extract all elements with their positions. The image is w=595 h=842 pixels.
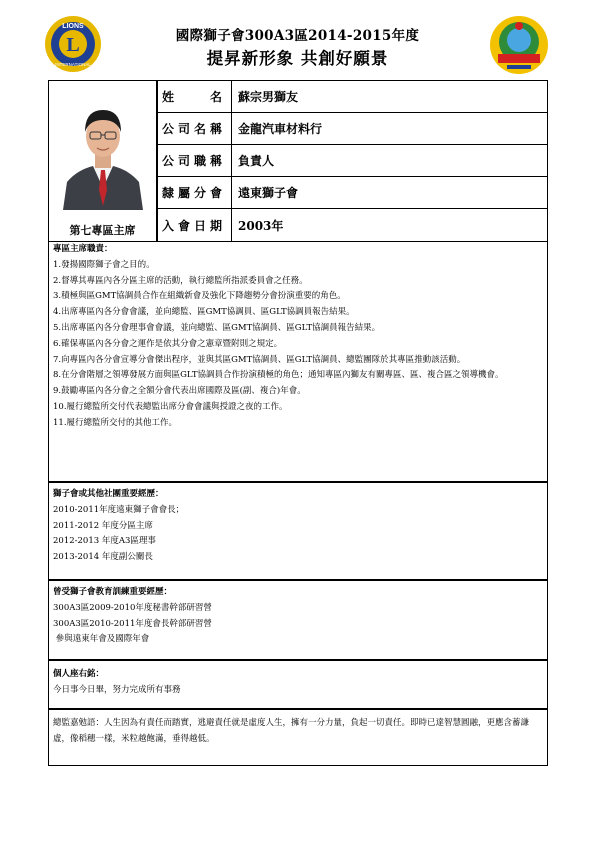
info-value-title: 負責人 [238, 154, 275, 168]
duty-item: 4.出席專區內各分會會議，並向總監、區GMT協調員、區GLT協調員報告結果。 [53, 307, 355, 318]
experience-item: 2012-2013 年度A3區理事 [53, 536, 156, 547]
duty-item: 11.履行總監所交付的其他工作。 [53, 417, 178, 428]
header-title-line1: 國際獅子會300A3區2014-2015年度 [175, 28, 420, 44]
duty-item: 3.積極與區GMT協調員合作在組織新會及強化下降趨勢分會扮演重要的角色。 [53, 291, 346, 302]
experience-section [48, 482, 548, 580]
duty-item: 1.發揚國際獅子會之目的。 [53, 259, 155, 270]
info-row-join-date [158, 209, 547, 241]
info-value-club: 遠東獅子會 [238, 186, 299, 200]
duty-item: 5.出席專區內各分會理事會會議，並向總監、區GMT協調員、區GLT協調員報告結果。 [53, 322, 381, 333]
info-row-name [158, 81, 547, 113]
governor-words-section [48, 709, 548, 766]
experience-heading: 獅子會或其他社團重要經歷： [53, 489, 164, 499]
info-value-join-date: 2003年 [238, 218, 284, 233]
duty-item: 9.鼓勵專區內各分會之全額分會代表出席國際及區(副、複合)年會。 [53, 386, 306, 397]
position-caption: 第七專區主席 [69, 224, 136, 237]
training-item: 300A3區2009-2010年度秘書幹部研習營 [53, 602, 212, 613]
info-label-name: 姓 名 [158, 81, 232, 112]
info-row-title [158, 145, 547, 177]
duty-item: 7.向專區內各分會宣導分會傑出程序，並與其區GMT協調員、區GLT協調員、總監團隊於其專區推動該活動。 [53, 354, 466, 365]
info-label-club: 隸屬分會 [158, 177, 232, 208]
info-value-name: 蘇宗男獅友 [238, 90, 299, 104]
info-row-club [158, 177, 547, 209]
info-label-join-date: 入會日期 [158, 209, 232, 241]
motto-text: 今日事今日畢，努力完成所有事務 [53, 684, 181, 695]
info-value-company: 金龍汽車材料行 [238, 122, 323, 136]
motto-section [48, 660, 548, 709]
district-300a3-emblem [489, 14, 549, 76]
training-section [48, 580, 548, 660]
training-heading: 曾受獅子會教育訓練重要經歷： [53, 587, 173, 597]
header-title-line2: 提昇新形象 共創好願景 [206, 49, 389, 68]
experience-item: 2010-2011年度遠東獅子會會長； [53, 504, 185, 515]
motto-heading: 個人座右銘： [53, 669, 105, 679]
portrait-photo [57, 90, 149, 210]
info-label-company: 公司名稱 [158, 113, 232, 144]
svg-text:INTERNATIONAL: INTERNATIONAL [55, 62, 91, 67]
info-label-title: 公司職稱 [158, 145, 232, 176]
experience-item: 2011-2012 年度分區主席 [53, 520, 153, 531]
profile-info-table [157, 80, 548, 242]
duties-section [48, 241, 548, 482]
training-item: 300A3區2010-2011年度會長幹部研習營 [53, 618, 212, 629]
info-row-company [158, 113, 547, 145]
training-item: 參與遠東年會及國際年會 [53, 634, 150, 645]
duties-heading: 專區主席職責： [53, 244, 113, 254]
duty-item: 2.督導其專區內各分區主席的活動，執行總監所指派委員會之任務。 [53, 275, 308, 286]
duty-item: 8.在分會階層之領導發展方面與區GLT協調員合作扮演積極的角色；通知專區內獅友有關專區、區、複合區之領導機會。 [53, 370, 504, 381]
duty-item: 6.確保專區內各分會之運作是依其分會之憲章暨附則之規定。 [53, 338, 283, 349]
duty-item: 10.履行總監所交付代表總監出席分會會議與授證之夜的工作。 [53, 401, 288, 412]
governor-words-text: 總監嘉勉語：人生因為有責任而踏實，逃避責任就是虛度人生，擁有一分力量，負起一切責任。即時已達智慧圓融，更應含蓄謙虛，像稻穗一樣，米粒越飽滿，垂得越低。 [53, 718, 530, 744]
svg-text:LIONS: LIONS [62, 23, 84, 30]
experience-item: 2013-2014 年度副公關長 [53, 552, 153, 563]
svg-text:L: L [66, 34, 80, 56]
